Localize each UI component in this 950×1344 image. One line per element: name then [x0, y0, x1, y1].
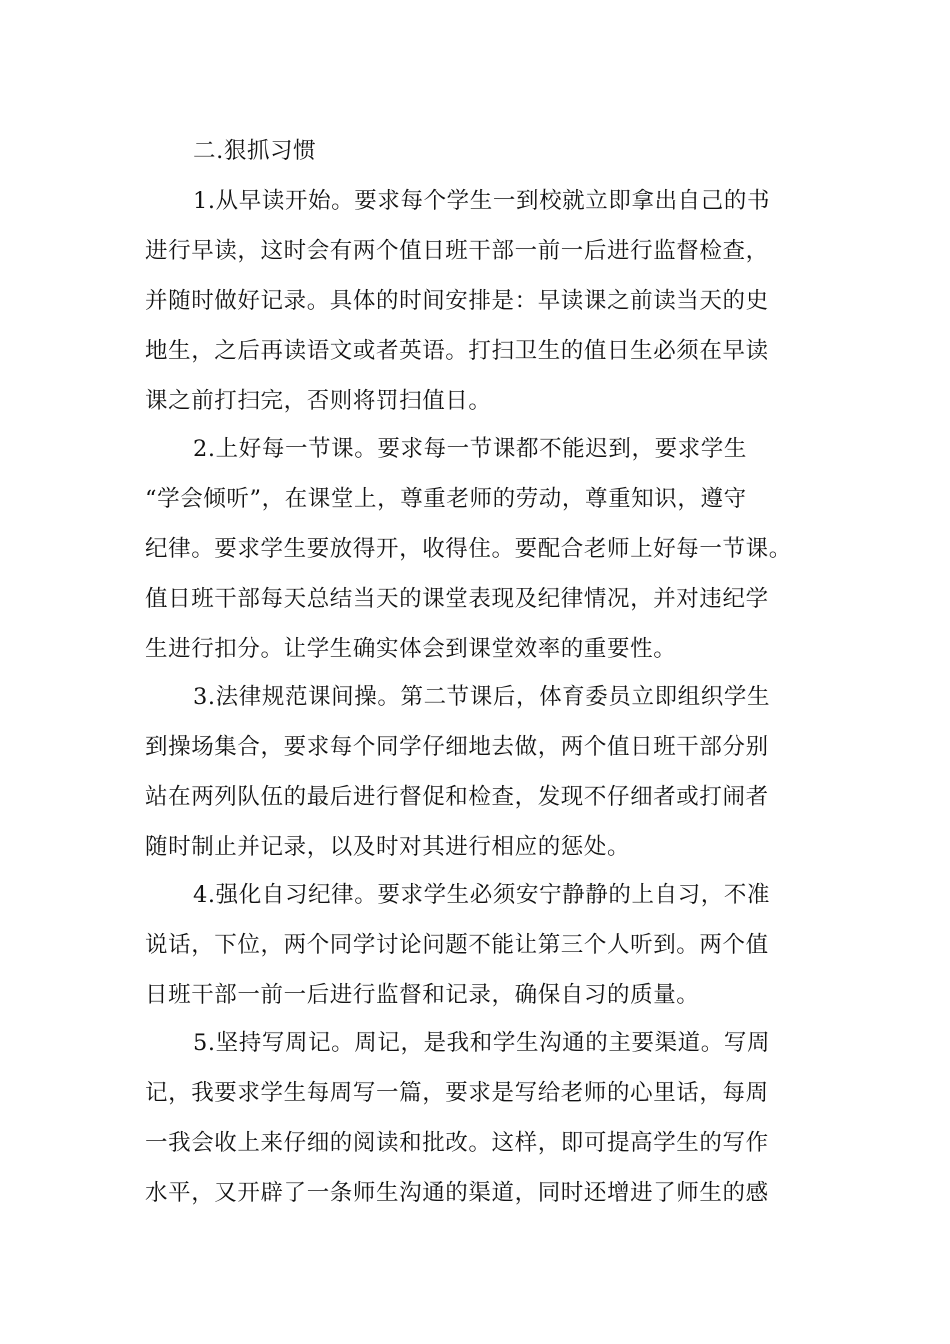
paragraph-line: 地生，之后再读语文或者英语。打扫卫生的值日生必须在早读	[145, 338, 769, 364]
paragraph-line: 5.坚持写周记。周记，是我和学生沟通的主要渠道。写周	[193, 1030, 771, 1056]
paragraph-line: 水平，又开辟了一条师生沟通的渠道，同时还增进了师生的感	[145, 1180, 769, 1206]
paragraph-line: 生进行扣分。让学生确实体会到课堂效率的重要性。	[145, 636, 677, 662]
paragraph-line: 并随时做好记录。具体的时间安排是：早读课之前读当天的史	[145, 288, 769, 314]
section-heading: 二.狠抓习惯	[193, 138, 317, 164]
paragraph-line: 随时制止并记录，以及时对其进行相应的惩处。	[145, 834, 631, 860]
paragraph-line: 记，我要求学生每周写一篇，要求是写给老师的心里话，每周	[145, 1080, 769, 1106]
paragraph-line: 进行早读，这时会有两个值日班干部一前一后进行监督检查，	[145, 238, 769, 264]
paragraph-line: 到操场集合，要求每个同学仔细地去做，两个值日班干部分别	[145, 734, 769, 760]
paragraph-line: 3.法律规范课间操。第二节课后，体育委员立即组织学生	[193, 684, 771, 710]
paragraph-line: 说话，下位，两个同学讨论问题不能让第三个人听到。两个值	[145, 932, 769, 958]
paragraph-line: 1.从早读开始。要求每个学生一到校就立即拿出自己的书	[193, 188, 771, 214]
paragraph-line: 站在两列队伍的最后进行督促和检查，发现不仔细者或打闹者	[145, 784, 769, 810]
paragraph-line: 纪律。要求学生要放得开，收得住。要配合老师上好每一节课。	[145, 536, 792, 562]
paragraph-line: 日班干部一前一后进行监督和记录，确保自习的质量。	[145, 982, 700, 1008]
paragraph-line: 课之前打扫完，否则将罚扫值日。	[145, 388, 492, 414]
paragraph-line: 值日班干部每天总结当天的课堂表现及纪律情况，并对违纪学	[145, 586, 769, 612]
paragraph-line: 一我会收上来仔细的阅读和批改。这样，即可提高学生的写作	[145, 1130, 769, 1156]
paragraph-line: “学会倾听”，在课堂上，尊重老师的劳动，尊重知识，遵守	[145, 486, 747, 512]
paragraph-line: 4.强化自习纪律。要求学生必须安宁静静的上自习，不准	[193, 882, 771, 908]
paragraph-line: 2.上好每一节课。要求每一节课都不能迟到，要求学生	[193, 436, 747, 462]
